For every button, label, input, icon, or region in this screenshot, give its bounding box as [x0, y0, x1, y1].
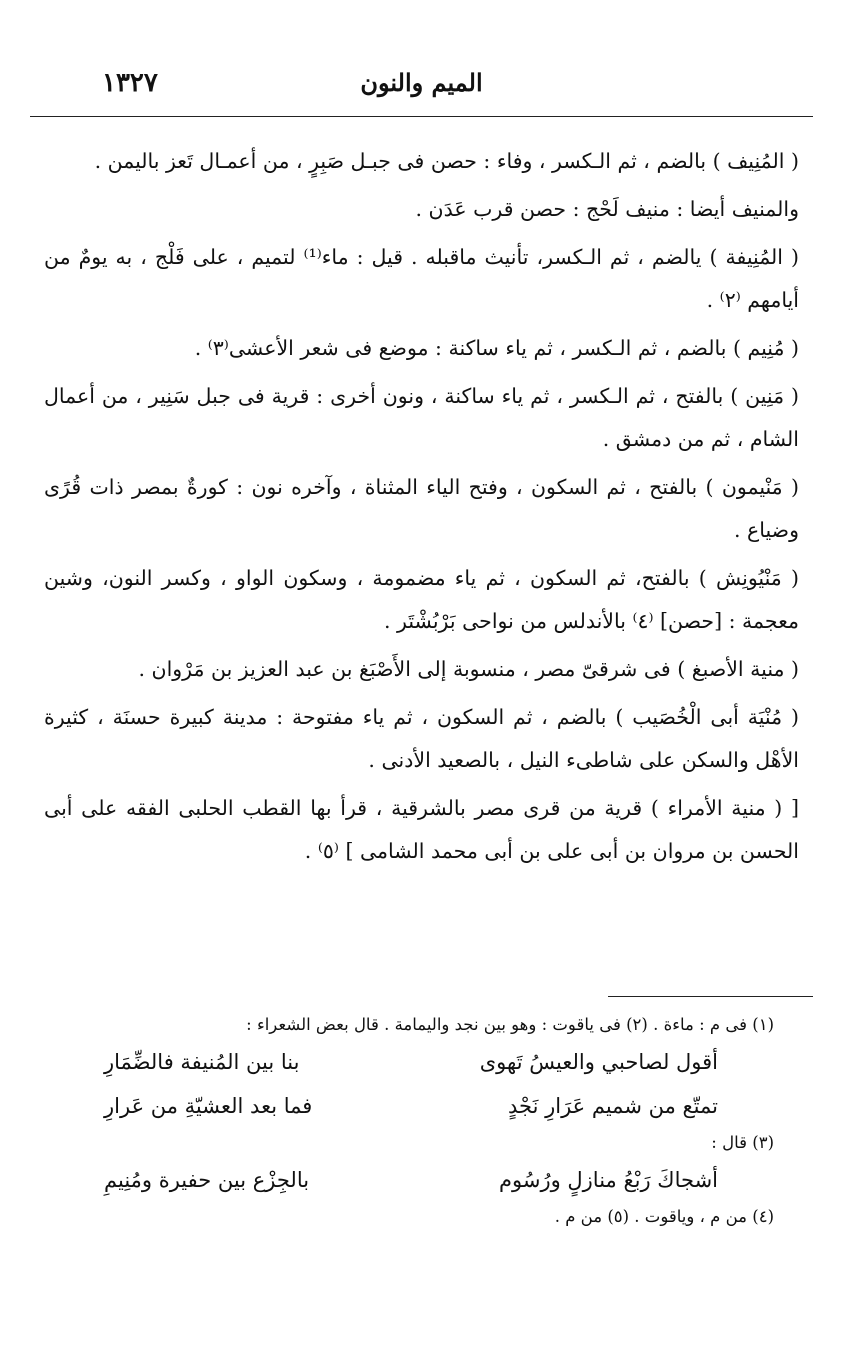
footnote-divider	[608, 996, 813, 997]
running-title: الميم والنون	[360, 68, 483, 97]
main-text	[44, 140, 799, 878]
verse-first-hemistich: أقول لصاحبي والعيسُ تَهوى	[479, 1050, 718, 1074]
page-header	[30, 68, 813, 108]
verse-second-hemistich: بالجِزْع بين حفيرة ومُنِيمِ	[104, 1168, 310, 1192]
entry-al-munif: ( المُنِيف ) بالضم ، ثم الـكسر ، وفاء : حصن فى جبـل صَبِرٍ ، من أعمـال تَعز باليمن .	[94, 149, 799, 173]
entry-manyunish: ( مَنْيُونِش ) بالفتح، ثم السكون ، ثم ياء مضمومة ، وسكون الواو ، وكسر النون، وشين معجمة : [حصن] ⁽٤⁾ بالأندلس من نواحى بَرْبُشْتَر .	[44, 566, 799, 633]
entry-munyat-abi-al-khusayb: ( مُنْيَة أبى الْخُصَيب ) بالضم ، ثم السكون ، ثم ياء مفتوحة : مدينة كبيرة حسنَة ، كثيرة الأهْل والسكن على شاطىء النيل ، بالصعيد الأدنى .	[44, 705, 799, 772]
entry-al-munifa: ( المُنِيفة ) يالضم ، ثم الـكسر، تأنيث ماقبله . قيل : ماء⁽¹⁾ لتميم ، على فَلْج ، به يومٌ من أيامهم ⁽٢⁾ .	[44, 245, 799, 312]
verse-second-hemistich: فما بعد العشيّةِ من عَرارِ	[104, 1094, 313, 1118]
footnotes	[44, 1010, 774, 1232]
entry-munyat-al-asbagh: ( منية الأصبغ ) فى شرقىّ مصر ، منسوبة إلى الأَصْبَغ بن عبد العزيز بن مَرْوان .	[138, 657, 799, 681]
verse-line	[44, 1158, 774, 1202]
header-divider	[30, 116, 813, 117]
footnote-4-5: (٤) من م ، وياقوت . (٥) من م .	[554, 1207, 774, 1226]
verse-first-hemistich: أشجاكَ رَبْعُ منازلٍ ورُسُوم	[499, 1168, 718, 1192]
entry-manin: ( مَنِين ) بالفتح ، ثم الـكسر ، ثم ياء ساكنة ، ونون أخرى : قرية فى جبل سَنِير ، من أعمال الشام ، ثم من دمشق .	[44, 384, 799, 451]
verse-line	[44, 1084, 774, 1128]
entry-munyat-al-umara: [ ( منية الأمراء ) قرية من قرى مصر بالشرقية ، قرأ بها القطب الحلبى الفقه على أبى الحسن بن مروان بن أبى على بن أبى محمد الشامى ] ⁽٥⁾ .	[44, 796, 799, 863]
footnote-1-2: (١) فى م : ماءة . (٢) فى ياقوت : وهو بين نجد واليمامة . قال بعض الشعراء :	[246, 1015, 774, 1034]
verse-line	[44, 1040, 774, 1084]
footnote-3: (٣) قال :	[711, 1133, 774, 1152]
page-number: ١٣٢٧	[102, 68, 158, 98]
verse-second-hemistich: بنا بين المُنيفة فالضِّمَارِ	[104, 1050, 300, 1074]
entry-manyamun: ( مَنْيمون ) بالفتح ، ثم السكون ، وفتح الياء المثناة ، وآخره نون : كورةٌ بمصر ذات قُرًى وضياع .	[44, 475, 799, 542]
verse-first-hemistich: تمتّع من شميم عَرَارِ نَجْدٍ	[508, 1094, 718, 1118]
entry-munim: ( مُنِيم ) بالضم ، ثم الـكسر ، ثم ياء ساكنة : موضع فى شعر الأعشى⁽٣⁾ .	[194, 336, 799, 360]
entry-munif-lahj: والمنيف أيضا : منيف لَحْج : حصن قرب عَدَن .	[415, 197, 799, 221]
